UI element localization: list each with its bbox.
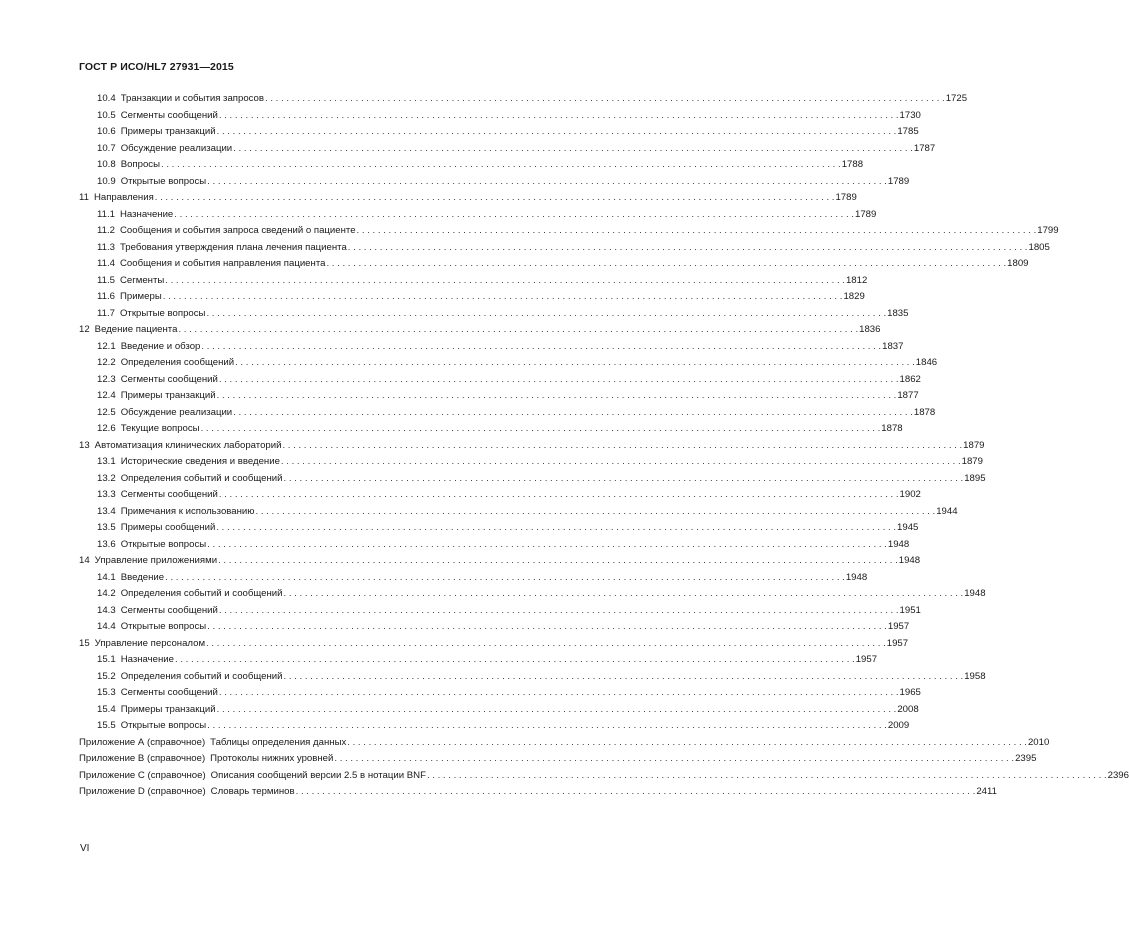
toc-entry-title: Автоматизация клинических лабораторий: [94, 439, 282, 451]
toc-dot-leader: [206, 718, 888, 735]
toc-entry-page: 1862: [899, 373, 921, 385]
toc-entry-title: Словарь терминов: [210, 786, 295, 797]
toc-entry: [79, 190, 857, 207]
toc-entry-title: Управление приложениями: [94, 555, 218, 566]
toc-entry-title: Сегменты сообщений: [120, 373, 218, 385]
toc-entry: [79, 388, 919, 405]
toc-entry-number: 11: [79, 192, 89, 203]
toc-entry-number: 12.6: [97, 423, 116, 434]
toc-dot-leader: [216, 702, 898, 719]
toc-dot-leader: [264, 91, 946, 108]
toc-entry-page: 1799: [1037, 225, 1059, 236]
toc-entry-title: Сегменты сообщений: [120, 489, 218, 500]
toc-entry-page: 1788: [841, 159, 864, 170]
toc-entry-number: 12.4: [97, 390, 116, 401]
toc-entry-number: 15.1: [97, 654, 116, 665]
toc-entry-page: 1787: [913, 142, 936, 154]
toc-dot-leader: [216, 124, 898, 141]
toc-entry-number: 11.5: [97, 274, 115, 286]
toc-entry-title: Исторические сведения и введение: [120, 456, 280, 467]
toc-dot-leader: [154, 190, 836, 207]
toc-entry-title: Примеры транзакций: [120, 390, 216, 401]
toc-entry: [79, 471, 986, 488]
toc-dot-leader: [174, 652, 856, 669]
toc-entry: [79, 504, 958, 521]
toc-entry-title: Примеры сообщений: [120, 522, 216, 533]
toc-dot-leader: [218, 108, 900, 125]
toc-entry: [79, 91, 968, 108]
toc-entry-page: 1879: [963, 439, 985, 451]
toc-entry-page: 1948: [845, 571, 868, 583]
toc-dot-leader: [160, 157, 842, 174]
toc-entry-page: 1951: [899, 604, 921, 616]
toc-entry-page: 1785: [897, 126, 919, 137]
toc-entry-number: 11.3: [97, 241, 115, 253]
toc-entry-title: Обсуждение реализации: [120, 142, 233, 154]
toc-entry-number: 15.2: [97, 670, 116, 682]
toc-entry: [79, 256, 1029, 273]
toc-entry: [79, 454, 983, 471]
toc-entry: [79, 273, 868, 290]
toc-entry-page: 1789: [854, 208, 877, 220]
toc-entry-title: Назначение: [119, 208, 174, 220]
toc-dot-leader: [283, 586, 965, 603]
toc-entry-number: Приложение В (справочное): [79, 753, 206, 764]
toc-entry: [79, 141, 936, 158]
toc-entry-title: Сегменты сообщений: [120, 687, 218, 698]
toc-dot-leader: [347, 240, 1029, 257]
toc-entry-number: 12.3: [97, 373, 116, 385]
page-number: VI: [80, 843, 90, 854]
toc-entry-title: Примеры транзакций: [120, 703, 216, 715]
toc-entry: [79, 438, 985, 455]
toc-entry: [79, 322, 881, 339]
toc-entry-page: 1948: [964, 588, 986, 599]
toc-entry-title: Открытые вопросы: [120, 175, 207, 187]
toc-entry-number: 13.5: [97, 522, 116, 533]
toc-entry: [79, 289, 865, 306]
toc-entry: [79, 619, 910, 636]
toc-entry-number: 13.3: [97, 489, 116, 500]
toc-dot-leader: [206, 619, 888, 636]
toc-entry-page: 1957: [887, 621, 910, 632]
toc-entry-page: 2395: [1015, 753, 1037, 764]
toc-entry: [79, 124, 919, 141]
toc-dot-leader: [426, 768, 1108, 785]
toc-entry-number: 12.1: [97, 340, 116, 352]
toc-entry-title: Открытые вопросы: [120, 621, 207, 632]
toc-entry: [79, 108, 921, 125]
toc-entry-title: Назначение: [120, 654, 174, 665]
toc-entry-number: Приложение D (справочное): [79, 786, 206, 797]
toc-entry: [79, 157, 864, 174]
toc-entry-title: Сегменты сообщений: [120, 109, 218, 121]
toc-entry-title: Открытые вопросы: [120, 720, 207, 731]
toc-dot-leader: [218, 603, 900, 620]
toc-entry: [79, 652, 878, 669]
toc-entry-page: 1789: [835, 192, 857, 203]
toc-entry: [79, 685, 921, 702]
toc-entry: [79, 735, 1050, 752]
toc-dot-leader: [283, 471, 965, 488]
toc-dot-leader: [333, 751, 1015, 768]
toc-entry-page: 1878: [913, 406, 936, 418]
toc-entry-title: Открытые вопросы: [120, 538, 207, 550]
toc-entry-number: 11.1: [97, 208, 115, 220]
toc-entry: [79, 405, 936, 422]
toc-dot-leader: [162, 289, 844, 306]
toc-entry-number: 13.6: [97, 538, 116, 550]
toc-entry-number: 13.2: [97, 472, 116, 484]
toc-entry-title: Таблицы определения данных: [210, 736, 347, 748]
toc-entry-page: 1829: [843, 291, 865, 302]
toc-entry-page: 1805: [1028, 241, 1050, 253]
toc-entry-title: Определения событий и сообщений: [120, 472, 283, 484]
toc-entry-page: 1836: [859, 324, 881, 335]
toc-dot-leader: [206, 537, 888, 554]
toc-entry-number: 15.4: [97, 703, 116, 715]
toc-entry-title: Текущие вопросы: [120, 423, 200, 434]
toc-entry-page: 2008: [897, 703, 919, 715]
toc-entry-page: 1957: [886, 637, 909, 649]
toc-dot-leader: [218, 372, 900, 389]
toc-entry: [79, 372, 921, 389]
toc-entry-page: 1730: [899, 109, 921, 121]
toc-entry-page: 1835: [887, 307, 909, 319]
toc-entry-number: 10.8: [97, 159, 116, 170]
toc-entry-number: Приложение А (справочное): [79, 736, 206, 748]
toc-dot-leader: [234, 355, 916, 372]
toc-entry-page: 1948: [887, 538, 910, 550]
toc-entry-number: 10.7: [97, 142, 116, 154]
toc-entry: [79, 784, 997, 801]
toc-entry-page: 1789: [887, 175, 910, 187]
toc-entry-page: 1902: [899, 489, 921, 500]
toc-entry-number: 13.4: [97, 505, 116, 517]
toc-dot-leader: [346, 735, 1028, 752]
toc-entry: [79, 339, 904, 356]
toc-entry-title: Управление персоналом: [94, 637, 206, 649]
toc-entry: [79, 768, 1129, 785]
toc-dot-leader: [281, 438, 963, 455]
toc-entry: [79, 223, 1059, 240]
toc-dot-leader: [232, 141, 914, 158]
toc-entry-number: 10.6: [97, 126, 116, 137]
toc-entry-number: 15.5: [97, 720, 116, 731]
toc-entry-page: 1944: [936, 505, 958, 517]
toc-entry-page: 1725: [945, 93, 968, 104]
toc-entry-number: 11.2: [97, 225, 115, 236]
toc-entry-title: Сегменты: [119, 274, 165, 286]
toc-dot-leader: [218, 685, 900, 702]
toc-entry-page: 1809: [1007, 258, 1029, 269]
toc-entry-title: Примеры: [119, 291, 162, 302]
toc-entry-page: 1837: [882, 340, 904, 352]
toc-entry: [79, 603, 921, 620]
toc-entry: [79, 636, 909, 653]
toc-entry: [79, 520, 919, 537]
toc-entry-title: Сегменты сообщений: [120, 604, 218, 616]
toc-dot-leader: [232, 405, 914, 422]
toc-entry-number: 15: [79, 637, 90, 649]
toc-entry-title: Определения сообщений: [120, 357, 235, 368]
toc-dot-leader: [164, 570, 846, 587]
toc-entry-number: 10.9: [97, 175, 116, 187]
toc-entry-title: Сообщения и события направления пациента: [119, 258, 326, 269]
toc-entry-page: 1846: [915, 357, 938, 368]
toc-entry-number: 11.4: [97, 258, 115, 269]
toc-dot-leader: [205, 306, 887, 323]
toc-entry-page: 1957: [855, 654, 878, 665]
toc-entry-page: 1958: [964, 670, 986, 682]
toc-entry-number: Приложение С (справочное): [79, 769, 206, 781]
toc-entry-title: Ведение пациента: [94, 324, 178, 335]
toc-entry-number: 14.4: [97, 621, 116, 632]
toc-entry-number: 13.1: [97, 456, 116, 467]
toc-entry-number: 14: [79, 555, 90, 566]
toc-dot-leader: [218, 487, 900, 504]
document-header: ГОСТ Р ИСО/HL7 27931—2015: [79, 61, 234, 73]
toc-entry-number: 15.3: [97, 687, 116, 698]
toc-entry-page: 2010: [1027, 736, 1050, 748]
toc-dot-leader: [295, 784, 977, 801]
toc-entry-title: Введение и обзор: [120, 340, 201, 352]
toc-entry-page: 2009: [887, 720, 910, 731]
toc-entry-title: Определения событий и сообщений: [120, 588, 283, 599]
toc-entry: [79, 207, 877, 224]
toc-entry-number: 11.7: [97, 307, 115, 319]
toc-entry: [79, 718, 910, 735]
toc-entry: [79, 553, 921, 570]
toc-entry-page: 1965: [899, 687, 921, 698]
toc-entry-page: 1877: [897, 390, 919, 401]
toc-entry: [79, 702, 919, 719]
toc-dot-leader: [216, 388, 898, 405]
toc-dot-leader: [215, 520, 897, 537]
toc-dot-leader: [177, 322, 859, 339]
toc-dot-leader: [325, 256, 1007, 273]
toc-entry: [79, 355, 938, 372]
toc-entry: [79, 240, 1050, 257]
toc-entry-title: Протоколы нижних уровней: [210, 753, 334, 764]
toc-entry-title: Примечания к использованию: [120, 505, 255, 517]
toc-entry-page: 1879: [961, 456, 983, 467]
toc-entry-number: 12: [79, 324, 90, 335]
toc-entry-page: 2396: [1107, 769, 1129, 781]
toc-entry-page: 1948: [898, 555, 921, 566]
toc-entry-page: 2411: [976, 786, 997, 797]
toc-entry-page: 1878: [881, 423, 903, 434]
toc-entry-title: Сообщения и события запроса сведений о пациенте: [119, 225, 356, 236]
toc-entry-number: 12.2: [97, 357, 116, 368]
toc-entry: [79, 537, 910, 554]
toc-entry-title: Описания сообщений версии 2.5 в нотации BNF: [210, 769, 426, 781]
toc-entry: [79, 421, 903, 438]
toc-entry: [79, 306, 909, 323]
toc-entry: [79, 751, 1037, 768]
toc-dot-leader: [280, 454, 962, 471]
toc-entry-number: 13: [79, 439, 90, 451]
toc-entry: [79, 669, 986, 686]
toc-dot-leader: [356, 223, 1038, 240]
toc-entry-number: 10.4: [97, 93, 116, 104]
toc-entry-title: Открытые вопросы: [119, 307, 206, 319]
toc-entry-number: 14.3: [97, 604, 116, 616]
toc-entry-title: Введение: [120, 571, 165, 583]
toc-entry: [79, 487, 921, 504]
toc-entry: [79, 570, 868, 587]
toc-entry-page: 1945: [897, 522, 919, 533]
table-of-contents: [79, 91, 1129, 801]
toc-dot-leader: [200, 421, 882, 438]
toc-entry-page: 1895: [964, 472, 986, 484]
toc-entry-title: Транзакции и события запросов: [120, 93, 264, 104]
toc-dot-leader: [173, 207, 855, 224]
toc-dot-leader: [205, 636, 887, 653]
toc-entry-title: Направления: [93, 192, 154, 203]
toc-dot-leader: [283, 669, 965, 686]
toc-entry-number: 14.1: [97, 571, 116, 583]
toc-entry-number: 10.5: [97, 109, 116, 121]
toc-dot-leader: [254, 504, 936, 521]
toc-entry-number: 14.2: [97, 588, 116, 599]
toc-entry-title: Определения событий и сообщений: [120, 670, 283, 682]
toc-dot-leader: [200, 339, 882, 356]
toc-entry: [79, 586, 986, 603]
toc-dot-leader: [217, 553, 899, 570]
toc-entry-page: 1812: [845, 274, 868, 286]
toc-entry-title: Вопросы: [120, 159, 160, 170]
toc-dot-leader: [164, 273, 846, 290]
toc-entry-number: 11.6: [97, 291, 115, 302]
toc-dot-leader: [206, 174, 888, 191]
toc-entry: [79, 174, 910, 191]
toc-entry-title: Требования утверждения плана лечения пациента: [119, 241, 347, 253]
toc-entry-title: Примеры транзакций: [120, 126, 216, 137]
toc-entry-number: 12.5: [97, 406, 116, 418]
toc-entry-title: Обсуждение реализации: [120, 406, 233, 418]
